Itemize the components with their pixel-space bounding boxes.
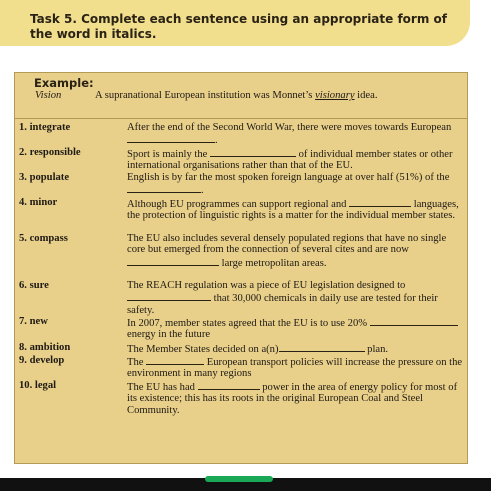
title-band [0,0,491,72]
example-divider [15,118,467,119]
sentence-part: Although EU programmes can support regional and [127,199,350,210]
item-sentence [127,147,463,172]
answer-blank[interactable] [210,147,296,157]
sentence-part: . [215,135,218,147]
exercise-panel [14,72,468,464]
item-sentence [127,355,463,380]
item-word: 6. sure [19,280,49,291]
answer-blank[interactable] [127,291,211,301]
item-sentence [127,342,463,355]
sentence-part: power in the area of energy policy for most of its existence; this has its roots in the original European Coal and Steel Community. [127,382,458,416]
item-word: 2. responsible [19,147,81,158]
sentence-part: The EU also includes several densely populated regions that have no single core but emerged from the connection of several cites and are now [127,233,447,256]
answer-blank[interactable] [127,133,215,143]
sentence-part: The [127,357,147,368]
item-word: 10. legal [19,380,57,391]
example-heading: Example: [34,76,94,90]
sentence-part: . [201,185,204,197]
answer-blank[interactable] [127,183,201,193]
answer-blank[interactable] [198,380,260,390]
sentence-part: The EU has had [127,382,198,393]
item-sentence [127,122,463,147]
sentence-part: of individual member states or other international organisations rather than that of the EU. [127,149,453,172]
item-word: 8. ambition [19,342,71,353]
item-sentence [127,233,463,269]
item-sentence [127,380,463,416]
item-sentence [127,197,463,222]
item-word: 5. compass [19,233,68,244]
sentence-part: After the end of the Second World War, there were moves towards European [127,122,452,133]
item-word: 4. minor [19,197,58,208]
item-sentence [127,172,463,197]
item-word: 1. integrate [19,122,71,133]
sentence-part: European transport policies will increase the pressure on the environment in many regions [127,357,463,380]
example-answer: visionary [315,90,355,101]
sentence-part: The REACH regulation was a piece of EU legislation designed to [127,280,406,291]
scroll-indicator[interactable] [205,476,273,482]
task-title: Task 5. Complete each sentence using an appropriate form of the word in italics. [30,12,447,41]
answer-blank[interactable] [127,256,219,266]
item-word: 9. develop [19,355,65,366]
answer-blank[interactable] [146,355,204,365]
example-word: Vision [35,90,62,101]
item-word: 7. new [19,316,48,327]
sentence-part: energy in the future [127,329,211,341]
item-sentence [127,316,463,341]
sentence-part: In 2007, member states agreed that the EU is to use 20% [127,318,370,329]
sentence-part: that 30,000 chemicals in daily use are tested for their safety. [127,293,438,316]
example-sentence [95,90,455,101]
sentence-part: The Member States decided on a(n) [127,344,279,355]
example-sentence-before: A supranational European institution was Monnet’s [95,90,316,101]
answer-blank[interactable] [279,342,365,352]
sentence-part: large metropolitan areas. [219,257,327,269]
item-word: 3. populate [19,172,70,183]
sentence-part: English is by far the most spoken foreign language at over half (51%) of the [127,172,450,183]
example-sentence-after: idea. [354,90,378,101]
sentence-part: Sport is mainly the [127,149,210,160]
answer-blank[interactable] [370,316,458,326]
answer-blank[interactable] [349,197,411,207]
sentence-part: languages, the protection of linguistic rights is a matter for the individual member states. [127,199,459,222]
sentence-part: plan. [364,344,389,355]
item-sentence [127,280,463,316]
